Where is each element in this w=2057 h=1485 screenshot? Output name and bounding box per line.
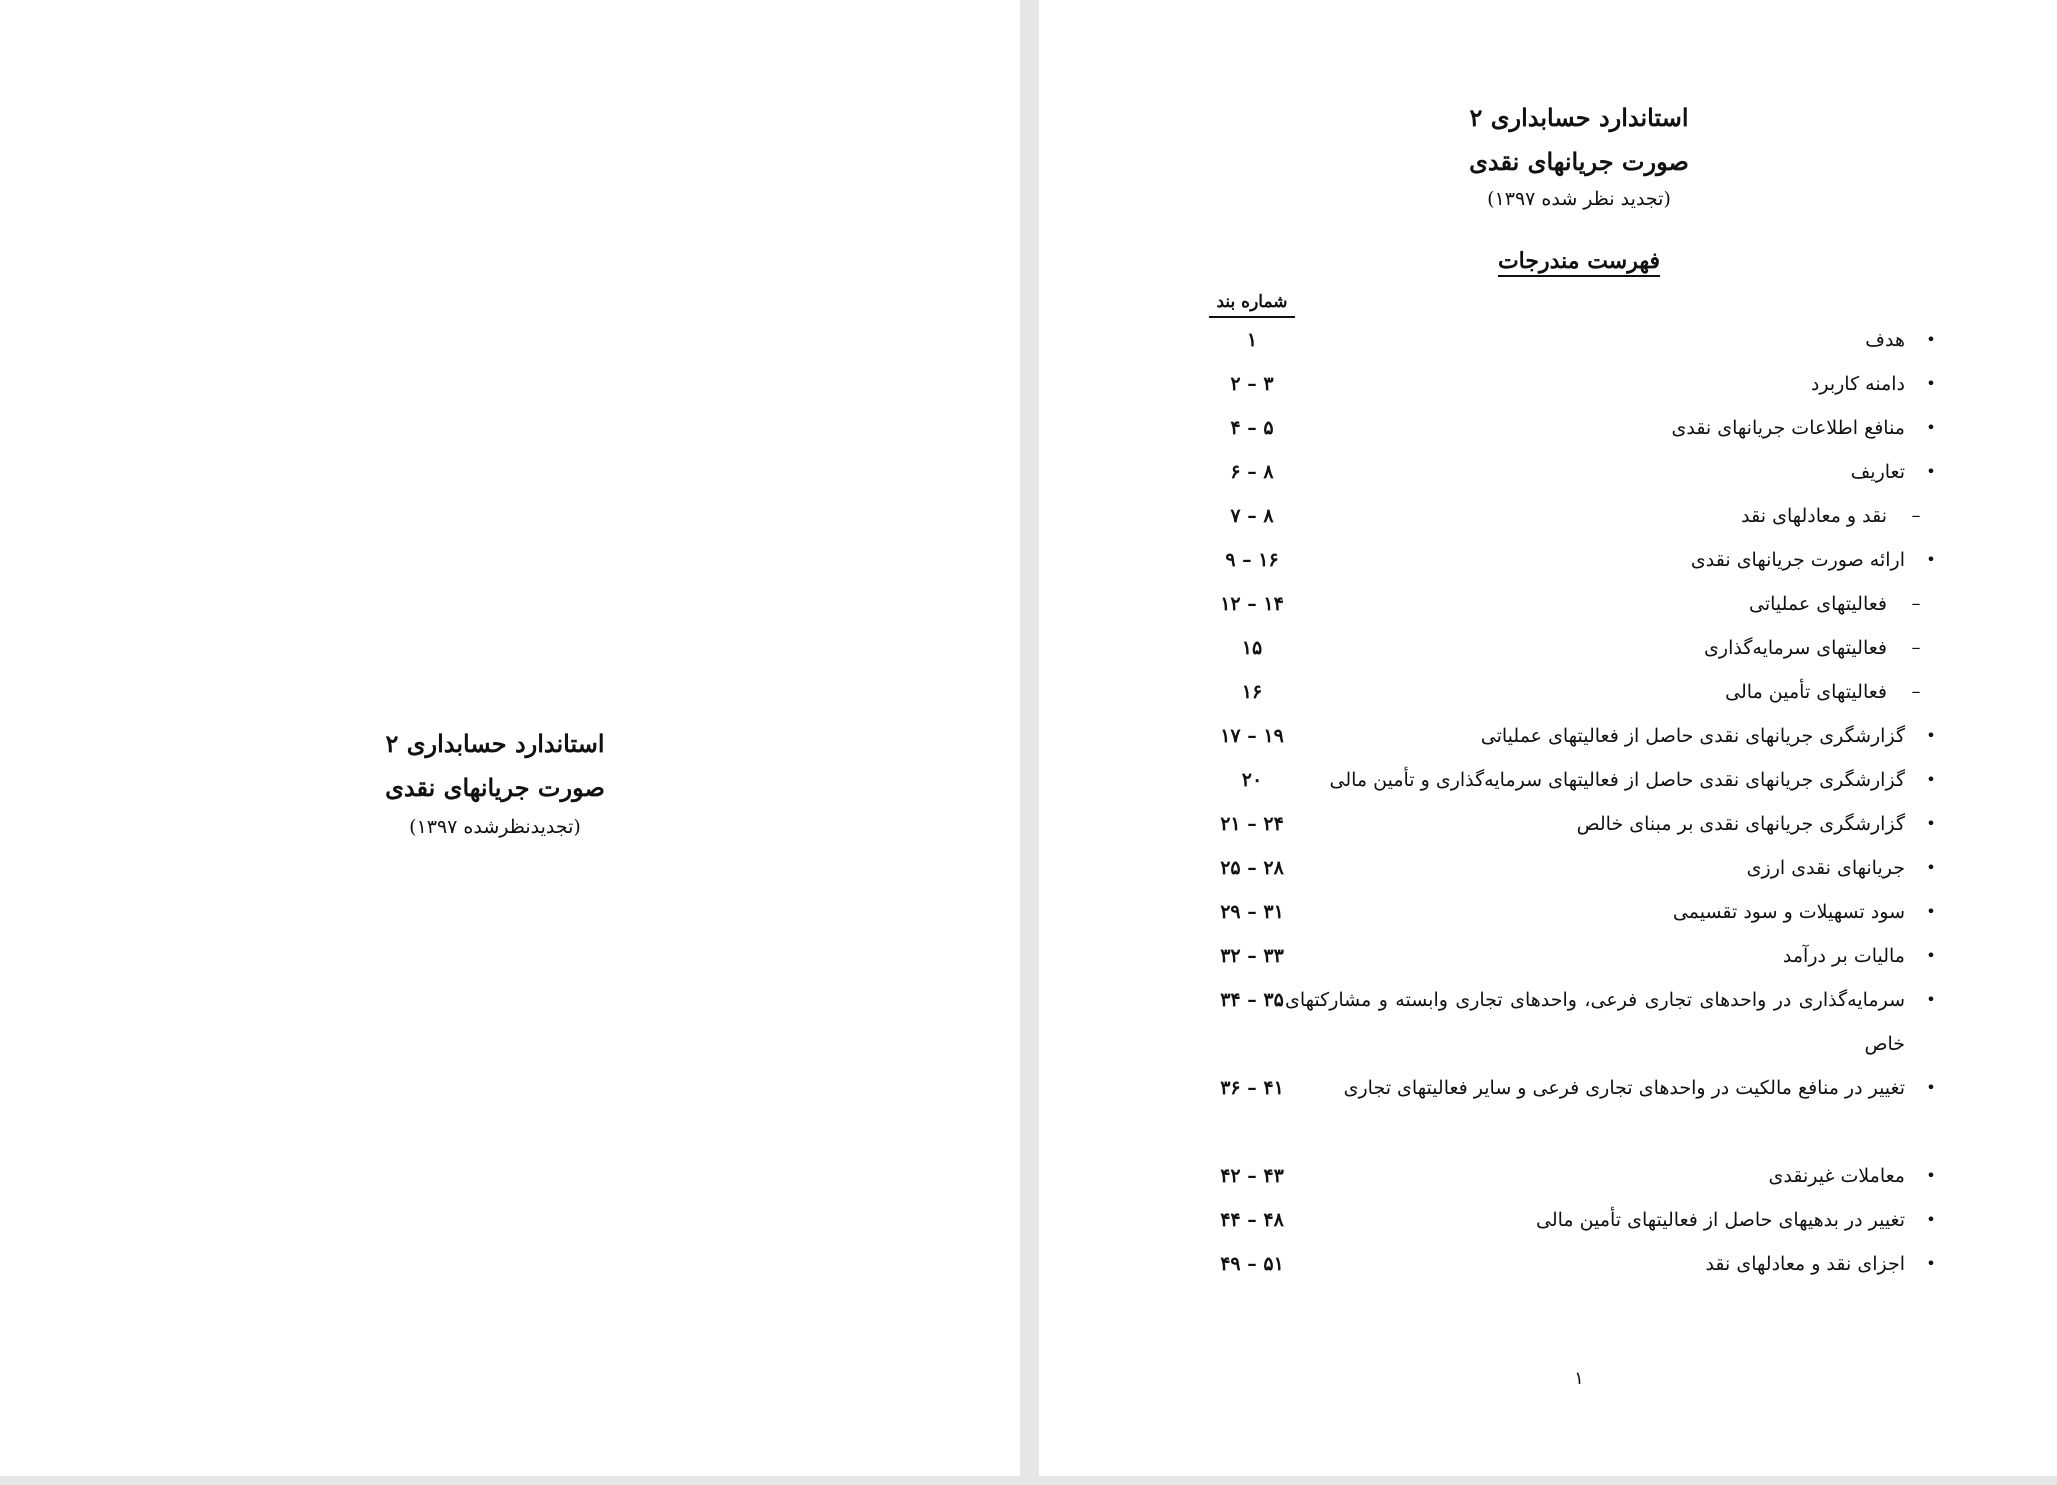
toc-entry-paragraphs: ۲۸ – ۲۵ bbox=[1220, 857, 1284, 879]
toc-entry-title: اجزای نقد و معادلهای نقد bbox=[1705, 1253, 1905, 1275]
toc-entry-paragraphs: ۲۴ – ۲۱ bbox=[1220, 813, 1284, 835]
toc-entry-title: گزارشگری جریانهای نقدی بر مبنای خالص bbox=[1576, 813, 1905, 835]
bullet-marker: • bbox=[1926, 770, 1936, 789]
bullet-marker: • bbox=[1926, 374, 1936, 393]
bullet-marker: • bbox=[1926, 1078, 1936, 1097]
right-page bbox=[1039, 0, 2057, 1476]
toc-entry-title: معاملات غیرنقدی bbox=[1768, 1165, 1905, 1187]
dash-marker: – bbox=[1911, 505, 1921, 526]
bullet-marker: • bbox=[1926, 418, 1936, 437]
toc-entry-paragraphs: ۳ – ۲ bbox=[1230, 373, 1274, 395]
toc-entry-paragraphs: ۵ – ۴ bbox=[1230, 417, 1274, 439]
right-standard-title: استاندارد حسابداری ۲ bbox=[1469, 103, 1689, 132]
toc-entry-title: سود تسهیلات و سود تقسیمی bbox=[1672, 901, 1905, 923]
right-standard-subtitle: صورت جریانهای نقدی bbox=[1469, 147, 1689, 176]
bullet-marker: • bbox=[1926, 814, 1936, 833]
left-title-block bbox=[0, 722, 990, 844]
bullet-marker: • bbox=[1926, 726, 1936, 745]
toc-entry-title: تغییر در بدهیهای حاصل از فعالیتهای تأمین مالی bbox=[1535, 1209, 1905, 1231]
toc-entry-title: فعالیتهای عملیاتی bbox=[1748, 593, 1887, 615]
toc-entry-title: تعاریف bbox=[1850, 461, 1905, 483]
toc-entry-paragraphs: ۱۹ – ۱۷ bbox=[1220, 725, 1284, 747]
bullet-marker: • bbox=[1926, 858, 1936, 877]
dash-marker: – bbox=[1911, 593, 1921, 614]
toc-entry-title: دامنه کاربرد bbox=[1810, 373, 1905, 395]
bullet-marker: • bbox=[1926, 330, 1936, 349]
bullet-marker: • bbox=[1926, 462, 1936, 481]
toc-entry-paragraphs: ۳۵ – ۳۴ bbox=[1220, 989, 1284, 1011]
toc-entry-title: سرمایه‌گذاری در واحدهای تجاری فرعی، واحدهای تجاری وابسته و مشارکتهای خاص bbox=[1285, 989, 1905, 1055]
toc-entry-paragraphs: ۵۱ – ۴۹ bbox=[1220, 1253, 1284, 1275]
bullet-marker: • bbox=[1926, 1210, 1936, 1229]
left-standard-title: استاندارد حسابداری ۲ bbox=[385, 729, 605, 758]
toc-entry-title: فعالیتهای سرمایه‌گذاری bbox=[1704, 637, 1887, 659]
toc-entry-title: ارائه صورت جریانهای نقدی bbox=[1690, 549, 1905, 571]
left-revision-note: (تجدیدنظرشده ۱۳۹۷) bbox=[409, 816, 581, 838]
toc-entry-paragraphs: ۴۳ – ۴۲ bbox=[1220, 1165, 1284, 1187]
toc-entry-title: فعالیتهای تأمین مالی bbox=[1725, 681, 1887, 703]
toc-heading bbox=[1039, 248, 2057, 274]
toc-entry-title: هدف bbox=[1865, 329, 1905, 351]
toc-entry-paragraphs: ۸ – ۶ bbox=[1230, 461, 1274, 483]
toc-entry-title: منافع اطلاعات جریانهای نقدی bbox=[1671, 417, 1905, 439]
toc-entry-paragraphs: ۴۱ – ۳۶ bbox=[1220, 1077, 1284, 1099]
toc-entry-paragraphs: ۱۶ bbox=[1241, 681, 1263, 703]
bullet-marker: • bbox=[1926, 902, 1936, 921]
left-standard-subtitle: صورت جریانهای نقدی bbox=[385, 773, 605, 802]
paragraph-number-column-heading: شماره بند bbox=[1209, 288, 1295, 318]
bullet-marker: • bbox=[1926, 1254, 1936, 1273]
toc-heading-text: فهرست مندرجات bbox=[1497, 248, 1661, 274]
right-header bbox=[1039, 96, 2057, 214]
toc-entry-paragraphs: ۴۸ – ۴۴ bbox=[1220, 1209, 1284, 1231]
toc-entry-title: جریانهای نقدی ارزی bbox=[1746, 857, 1905, 879]
toc-entry-paragraphs: ۸ – ۷ bbox=[1230, 505, 1274, 527]
toc-entry-paragraphs: ۱۵ bbox=[1241, 637, 1263, 659]
toc-entry-title: گزارشگری جریانهای نقدی حاصل از فعالیتهای عملیاتی bbox=[1480, 725, 1905, 747]
toc-entry-paragraphs: ۱۴ – ۱۲ bbox=[1220, 593, 1284, 615]
left-page bbox=[0, 0, 1020, 1476]
toc-entry-title: نقد و معادلهای نقد bbox=[1741, 505, 1887, 527]
toc-entry-title: تغییر در منافع مالکیت در واحدهای تجاری فرعی و سایر فعالیتهای تجاری bbox=[1343, 1077, 1905, 1099]
bullet-marker: • bbox=[1926, 990, 1936, 1009]
toc-entry-paragraphs: ۱ bbox=[1246, 329, 1258, 351]
right-revision-note: (تجدید نظر شده ۱۳۹۷) bbox=[1487, 188, 1671, 210]
toc-entry-title: مالیات بر درآمد bbox=[1782, 945, 1905, 967]
toc-entry-title: گزارشگری جریانهای نقدی حاصل از فعالیتهای سرمایه‌گذاری و تأمین مالی bbox=[1329, 769, 1905, 791]
toc-entry-paragraphs: ۲۰ bbox=[1241, 769, 1263, 791]
dash-marker: – bbox=[1911, 637, 1921, 658]
bullet-marker: • bbox=[1926, 1166, 1936, 1185]
dash-marker: – bbox=[1911, 681, 1921, 702]
bullet-marker: • bbox=[1926, 550, 1936, 569]
toc-entry-paragraphs: ۳۱ – ۲۹ bbox=[1220, 901, 1284, 923]
toc-entry-paragraphs: ۳۳ – ۳۲ bbox=[1220, 945, 1284, 967]
page-number: ۱ bbox=[1574, 1368, 1584, 1389]
toc-entry-paragraphs: ۱۶ – ۹ bbox=[1225, 549, 1279, 571]
bullet-marker: • bbox=[1926, 946, 1936, 965]
